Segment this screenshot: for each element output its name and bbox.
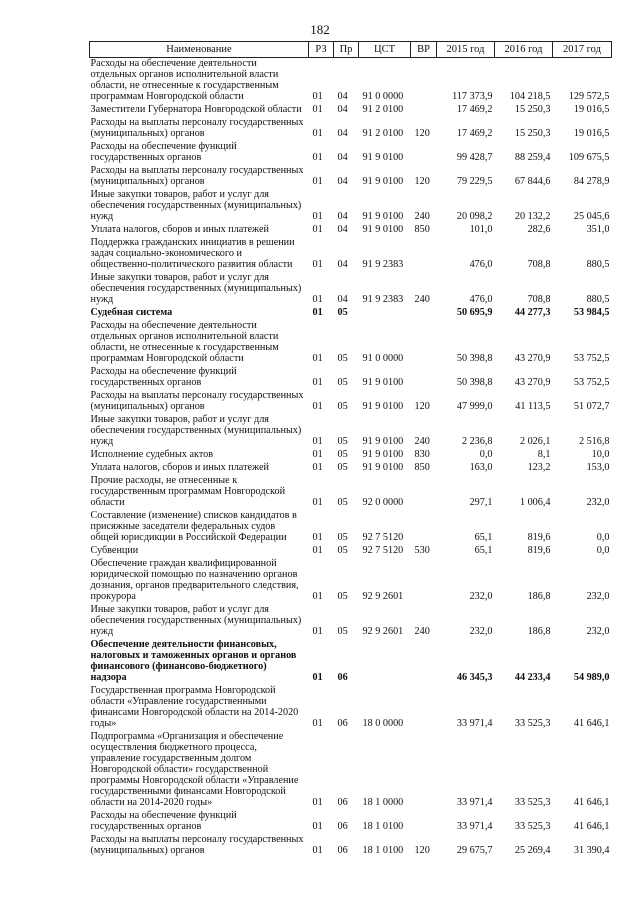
row-vr (411, 104, 437, 117)
row-rz: 01 (312, 152, 323, 163)
table-row (90, 685, 612, 731)
table-row (90, 604, 612, 639)
row-rz: 01 (312, 449, 323, 460)
row-vr (411, 58, 437, 105)
row-value-2016: 708,8 (527, 259, 551, 270)
row-value-2017: 232,0 (586, 497, 610, 508)
row-name: Иные закупки товаров, работ и услуг для обеспечения государственных (муниципальных) нужд (90, 604, 302, 637)
row-rz: 01 (312, 845, 323, 856)
table-body (90, 58, 612, 859)
row-value-2017: 129 572,5 (568, 91, 610, 102)
row-cst: 91 9 0100 (362, 152, 404, 163)
row-cst: 92 7 5120 (362, 545, 404, 556)
table-row (90, 320, 612, 366)
row-cst: 18 1 0100 (362, 845, 404, 856)
row-rz: 01 (312, 545, 323, 556)
row-vr (411, 510, 437, 545)
row-value-2017: 880,5 (586, 294, 610, 305)
row-value-2017: 19 016,5 (573, 128, 610, 139)
row-value-2015: 50 695,9 (456, 307, 493, 318)
row-value-2016: 20 132,2 (514, 211, 551, 222)
row-pr: 04 (337, 294, 348, 305)
row-vr (411, 558, 437, 604)
row-value-2015: 20 098,2 (456, 211, 493, 222)
row-name: Составление (изменение) списков кандидатов в присяжные заседатели федеральных судов общей юрисдикции в Российской Федерации (90, 510, 297, 543)
row-value-2016: 44 277,3 (514, 307, 551, 318)
row-pr: 05 (337, 545, 348, 556)
row-name: Уплата налогов, сборов и иных платежей (90, 462, 269, 473)
row-name: Обеспечение деятельности финансовых, налоговых и таможенных органов и органов финансового (финансово-бюджетного) надзора (90, 639, 297, 683)
row-rz: 01 (312, 591, 323, 602)
table-row (90, 58, 612, 105)
row-value-2015: 0,0 (479, 449, 493, 460)
row-cst: 91 9 2383 (362, 294, 404, 305)
row-pr: 04 (337, 176, 348, 187)
table-row (90, 237, 612, 272)
row-name: Субвенции (90, 545, 139, 556)
row-value-2015: 232,0 (469, 591, 493, 602)
row-value-2015: 476,0 (469, 294, 493, 305)
row-pr: 04 (337, 259, 348, 270)
row-value-2017: 31 390,4 (573, 845, 610, 856)
row-vr (411, 731, 437, 810)
table-row (90, 272, 612, 307)
table-row (90, 414, 612, 449)
row-value-2016: 33 525,3 (514, 797, 551, 808)
row-value-2016: 43 270,9 (514, 353, 551, 364)
row-value-2015: 50 398,8 (456, 353, 493, 364)
row-cst: 91 2 0100 (362, 128, 404, 139)
row-rz: 01 (312, 128, 323, 139)
row-rz: 01 (312, 176, 323, 187)
row-pr: 04 (337, 152, 348, 163)
row-pr: 05 (337, 626, 348, 637)
header-name: Наименование (90, 42, 309, 58)
row-value-2015: 33 971,4 (456, 718, 493, 729)
row-rz: 01 (312, 436, 323, 447)
row-value-2015: 163,0 (469, 462, 493, 473)
row-vr (411, 307, 437, 320)
row-value-2016: 186,8 (527, 626, 551, 637)
table-row (90, 366, 612, 390)
row-value-2017: 10,0 (591, 449, 610, 460)
row-name: Исполнение судебных актов (90, 449, 214, 460)
row-rz: 01 (312, 211, 323, 222)
row-cst: 92 9 2601 (362, 626, 404, 637)
table-row (90, 731, 612, 810)
row-rz: 01 (312, 462, 323, 473)
row-cst: 18 1 0000 (362, 797, 404, 808)
row-value-2016: 186,8 (527, 591, 551, 602)
row-value-2017: 41 646,1 (573, 797, 610, 808)
row-value-2016: 33 525,3 (514, 718, 551, 729)
row-name: Расходы на обеспечение деятельности отдельных органов исполнительной власти области, не отнесенные к государственным программам Новгородской области (90, 320, 279, 364)
row-value-2015: 33 971,4 (456, 797, 493, 808)
row-value-2016: 819,6 (527, 532, 551, 543)
row-cst: 91 9 0100 (362, 377, 404, 388)
row-pr: 04 (337, 91, 348, 102)
table-row (90, 224, 612, 237)
row-cst: 91 0 0000 (362, 353, 404, 364)
row-pr: 05 (337, 307, 348, 318)
row-value-2015: 46 345,3 (456, 672, 493, 683)
row-name: Расходы на выплаты персоналу государственных (муниципальных) органов (90, 165, 304, 187)
table-row (90, 104, 612, 117)
row-rz: 01 (312, 307, 323, 318)
row-value-2016: 708,8 (527, 294, 551, 305)
row-cst: 91 9 0100 (362, 224, 404, 235)
row-pr: 04 (337, 224, 348, 235)
row-cst: 91 2 0100 (362, 104, 404, 115)
row-vr: 530 (414, 545, 430, 556)
header-2017: 2017 год (553, 42, 612, 58)
row-value-2015: 2 236,8 (461, 436, 493, 447)
table-row (90, 449, 612, 462)
row-value-2016: 67 844,6 (514, 176, 551, 187)
row-vr (411, 685, 437, 731)
row-cst: 91 0 0000 (362, 91, 404, 102)
row-rz: 01 (312, 497, 323, 508)
row-rz: 01 (312, 377, 323, 388)
row-value-2017: 25 045,6 (573, 211, 610, 222)
row-pr: 05 (337, 377, 348, 388)
row-value-2015: 47 999,0 (456, 401, 493, 412)
row-value-2017: 0,0 (596, 545, 610, 556)
row-value-2017: 53 752,5 (573, 353, 610, 364)
row-rz: 01 (312, 821, 323, 832)
row-rz: 01 (312, 259, 323, 270)
row-value-2017: 41 646,1 (573, 718, 610, 729)
row-rz: 01 (312, 672, 323, 683)
row-name: Государственная программа Новгородской области «Управление государственными финансами Новгородской области на 2014-2020 годы» (90, 685, 299, 729)
table-row (90, 117, 612, 141)
table-row (90, 462, 612, 475)
row-pr: 05 (337, 401, 348, 412)
row-name: Расходы на выплаты персоналу государственных (муниципальных) органов (90, 117, 304, 139)
row-value-2015: 17 469,2 (456, 128, 493, 139)
row-cst: 91 9 0100 (362, 211, 404, 222)
row-value-2017: 109 675,5 (568, 152, 610, 163)
row-rz: 01 (312, 353, 323, 364)
row-rz: 01 (312, 718, 323, 729)
row-cst: 92 0 0000 (362, 497, 404, 508)
row-name: Иные закупки товаров, работ и услуг для обеспечения государственных (муниципальных) нужд (90, 189, 302, 222)
row-value-2017: 2 516,8 (578, 436, 610, 447)
row-value-2016: 44 233,4 (514, 672, 551, 683)
row-vr: 850 (414, 462, 430, 473)
row-value-2017: 880,5 (586, 259, 610, 270)
header-pr: Пр (334, 42, 359, 58)
row-value-2016: 2 026,1 (519, 436, 551, 447)
row-vr: 120 (414, 128, 430, 139)
row-value-2015: 50 398,8 (456, 377, 493, 388)
header-rz: РЗ (309, 42, 334, 58)
header-vr: ВР (411, 42, 437, 58)
row-rz: 01 (312, 224, 323, 235)
row-pr: 06 (337, 718, 348, 729)
row-value-2015: 101,0 (469, 224, 493, 235)
row-name: Судебная система (90, 307, 173, 318)
row-value-2016: 282,6 (527, 224, 551, 235)
row-cst (359, 307, 411, 320)
row-value-2017: 232,0 (586, 591, 610, 602)
row-cst: 91 9 0100 (362, 449, 404, 460)
row-vr: 850 (414, 224, 430, 235)
row-value-2017: 41 646,1 (573, 821, 610, 832)
row-value-2015: 117 373,9 (452, 91, 493, 102)
row-value-2015: 232,0 (469, 626, 493, 637)
row-value-2017: 53 752,5 (573, 377, 610, 388)
row-value-2016: 25 269,4 (514, 845, 551, 856)
header-2016: 2016 год (495, 42, 553, 58)
row-name: Обеспечение граждан квалифицированной юридической помощью по назначению органов дознания, органов предварительного следствия, прокурора (90, 558, 299, 602)
table-row (90, 639, 612, 685)
row-value-2015: 79 229,5 (456, 176, 493, 187)
row-vr: 120 (414, 176, 430, 187)
row-vr: 120 (414, 845, 430, 856)
row-rz: 01 (312, 401, 323, 412)
row-value-2015: 29 675,7 (456, 845, 493, 856)
row-pr: 04 (337, 104, 348, 115)
row-vr (411, 141, 437, 165)
row-vr (411, 810, 437, 834)
row-value-2017: 53 984,5 (573, 307, 610, 318)
row-pr: 06 (337, 797, 348, 808)
row-value-2017: 232,0 (586, 626, 610, 637)
row-name: Расходы на обеспечение деятельности отдельных органов исполнительной власти области, не отнесенные к государственным программам Новгородской области (90, 58, 279, 102)
row-value-2015: 17 469,2 (456, 104, 493, 115)
row-pr: 05 (337, 436, 348, 447)
table-row (90, 189, 612, 224)
row-value-2016: 15 250,3 (514, 128, 551, 139)
row-value-2017: 51 072,7 (573, 401, 610, 412)
row-value-2015: 476,0 (469, 259, 493, 270)
row-value-2016: 8,1 (537, 449, 551, 460)
row-pr: 05 (337, 462, 348, 473)
row-cst: 91 9 0100 (362, 436, 404, 447)
row-name: Уплата налогов, сборов и иных платежей (90, 224, 269, 235)
row-pr: 05 (337, 532, 348, 543)
row-value-2017: 54 989,0 (573, 672, 610, 683)
table-row (90, 390, 612, 414)
row-cst: 92 7 5120 (362, 532, 404, 543)
row-pr: 06 (337, 672, 348, 683)
row-value-2017: 84 278,9 (573, 176, 610, 187)
row-name: Прочие расходы, не отнесенные к государственным программам Новгородской области (90, 475, 286, 508)
row-vr (411, 366, 437, 390)
row-vr (411, 639, 437, 685)
row-vr (411, 475, 437, 510)
table-row (90, 475, 612, 510)
row-value-2017: 351,0 (586, 224, 610, 235)
row-name: Расходы на выплаты персоналу государственных (муниципальных) органов (90, 834, 304, 856)
row-vr (411, 320, 437, 366)
row-value-2015: 33 971,4 (456, 821, 493, 832)
row-value-2017: 153,0 (586, 462, 610, 473)
row-value-2016: 41 113,5 (515, 401, 551, 412)
row-value-2017: 0,0 (596, 532, 610, 543)
row-vr: 240 (414, 294, 430, 305)
row-vr (411, 237, 437, 272)
table-row (90, 141, 612, 165)
table-header-row (90, 42, 612, 58)
row-rz: 01 (312, 104, 323, 115)
row-rz: 01 (312, 797, 323, 808)
row-vr: 240 (414, 211, 430, 222)
row-value-2015: 297,1 (469, 497, 493, 508)
row-rz: 01 (312, 294, 323, 305)
row-name: Иные закупки товаров, работ и услуг для обеспечения государственных (муниципальных) нужд (90, 272, 302, 305)
row-value-2016: 43 270,9 (514, 377, 551, 388)
row-name: Расходы на обеспечение функций государственных органов (90, 141, 237, 163)
row-value-2016: 1 006,4 (519, 497, 551, 508)
row-value-2015: 99 428,7 (456, 152, 493, 163)
row-pr: 06 (337, 845, 348, 856)
row-pr: 04 (337, 128, 348, 139)
row-cst: 18 1 0100 (362, 821, 404, 832)
row-name: Расходы на выплаты персоналу государственных (муниципальных) органов (90, 390, 304, 412)
row-cst (359, 639, 411, 685)
table-row (90, 558, 612, 604)
row-value-2016: 104 218,5 (509, 91, 551, 102)
page-number: 182 (310, 22, 330, 37)
header-cst: ЦСТ (359, 42, 411, 58)
row-pr: 05 (337, 497, 348, 508)
row-value-2016: 33 525,3 (514, 821, 551, 832)
row-value-2017: 19 016,5 (573, 104, 610, 115)
row-name: Поддержка гражданских инициатив в решении задач социально-экономического и общественно-политического развития области (90, 237, 295, 270)
table-row (90, 165, 612, 189)
row-name: Расходы на обеспечение функций государственных органов (90, 810, 237, 832)
table-row (90, 545, 612, 558)
row-cst: 91 9 2383 (362, 259, 404, 270)
row-rz: 01 (312, 626, 323, 637)
row-cst: 91 9 0100 (362, 401, 404, 412)
row-vr: 830 (414, 449, 430, 460)
row-value-2015: 65,1 (474, 545, 493, 556)
table-row (90, 834, 612, 858)
row-cst: 91 9 0100 (362, 176, 404, 187)
header-2015: 2015 год (437, 42, 495, 58)
row-pr: 06 (337, 821, 348, 832)
row-rz: 01 (312, 532, 323, 543)
row-rz: 01 (312, 91, 323, 102)
budget-table (89, 41, 612, 858)
row-name: Заместители Губернатора Новгородской области (90, 104, 302, 115)
row-value-2016: 88 259,4 (514, 152, 551, 163)
row-vr: 240 (414, 436, 430, 447)
row-pr: 05 (337, 591, 348, 602)
row-name: Подпрограмма «Организация и обеспечение осуществления бюджетного процесса, управление государственным долгом Новгородской области» государственной программы Новгородской области «Управление государственными финансами Новгородской области на 2014-2020 годы» (90, 731, 299, 808)
row-vr: 240 (414, 626, 430, 637)
row-cst: 18 0 0000 (362, 718, 404, 729)
row-pr: 05 (337, 449, 348, 460)
row-cst: 91 9 0100 (362, 462, 404, 473)
row-value-2016: 15 250,3 (514, 104, 551, 115)
table-row (90, 810, 612, 834)
row-cst: 92 9 2601 (362, 591, 404, 602)
table-row (90, 510, 612, 545)
row-pr: 04 (337, 211, 348, 222)
row-value-2016: 819,6 (527, 545, 551, 556)
row-name: Иные закупки товаров, работ и услуг для обеспечения государственных (муниципальных) нужд (90, 414, 302, 447)
table-row (90, 307, 612, 320)
row-name: Расходы на обеспечение функций государственных органов (90, 366, 237, 388)
row-value-2016: 123,2 (527, 462, 551, 473)
row-value-2015: 65,1 (474, 532, 493, 543)
row-pr: 05 (337, 353, 348, 364)
row-vr: 120 (414, 401, 430, 412)
